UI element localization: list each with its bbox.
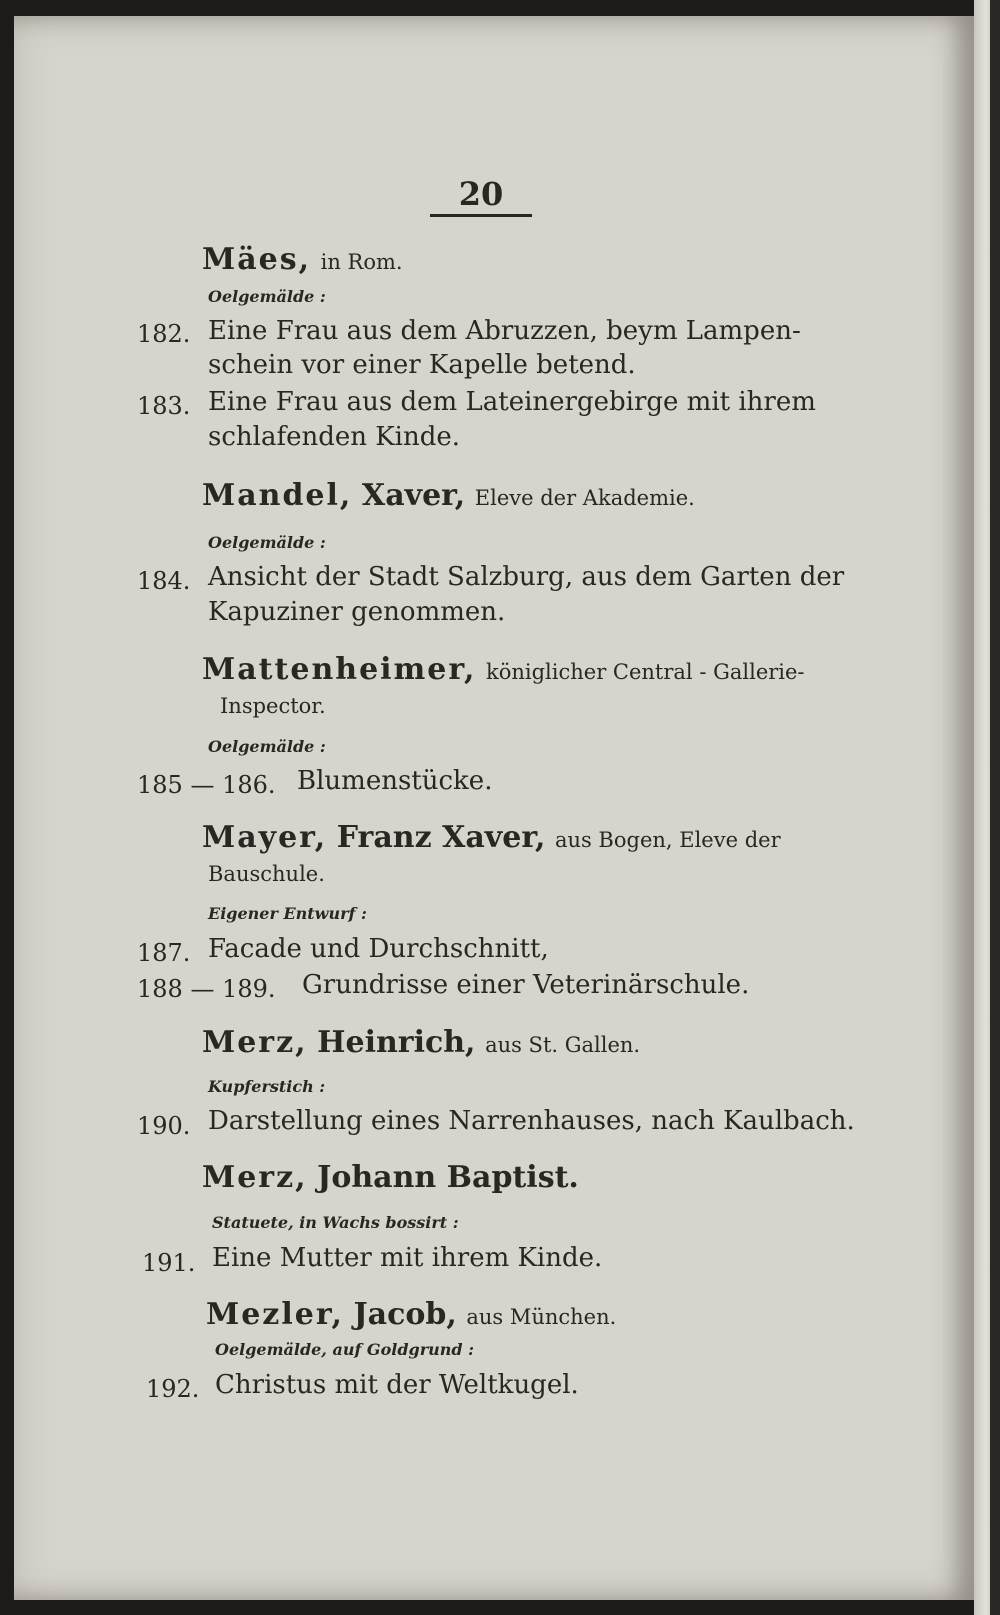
- artist-given-name: Johann Baptist.: [317, 1160, 579, 1195]
- work-title: Grundrisse einer Veterinärschule.: [302, 970, 750, 1000]
- medium-label: Statuete, in Wachs bossirt :: [212, 1213, 459, 1232]
- medium-label: Oelgemälde, auf Goldgrund :: [215, 1340, 475, 1359]
- artist-origin: in Rom.: [320, 250, 403, 274]
- artist-title-continuation: Inspector.: [220, 694, 326, 718]
- artist-given-name: Heinrich,: [317, 1025, 476, 1060]
- artist-name: Merz,: [202, 1025, 308, 1060]
- artist-name: Mattenheimer,: [202, 652, 477, 687]
- artist-given-name: Xaver,: [361, 478, 466, 513]
- artist-name: Mezler,: [206, 1297, 344, 1332]
- artist-title-continuation: Bauschule.: [208, 862, 325, 886]
- catalog-number: 185 — 186.: [137, 771, 276, 799]
- artist-name: Mandel,: [202, 478, 353, 513]
- work-title: Eine Frau aus dem Lateinergebirge mit ihrem: [208, 387, 816, 417]
- medium-label: Oelgemälde :: [208, 737, 326, 756]
- artist-heading: [202, 1160, 579, 1195]
- artist-origin: königlicher Central - Gallerie-: [486, 660, 805, 684]
- artist-heading: [202, 652, 805, 687]
- artist-name: Mäes,: [202, 242, 312, 277]
- work-title: Darstellung eines Narrenhauses, nach Kaulbach.: [208, 1106, 855, 1136]
- work-title: Kapuziner genommen.: [208, 597, 506, 627]
- work-title: Blumenstücke.: [297, 766, 493, 796]
- work-title: Christus mit der Weltkugel.: [215, 1370, 579, 1400]
- artist-heading: [206, 1297, 616, 1332]
- work-title: schlafenden Kinde.: [208, 422, 461, 452]
- catalog-number: 183.: [137, 392, 191, 420]
- artist-origin: aus St. Gallen.: [485, 1033, 641, 1057]
- artist-origin: aus München.: [466, 1305, 617, 1329]
- medium-label: Oelgemälde :: [208, 533, 326, 552]
- medium-label: Eigener Entwurf :: [208, 904, 367, 923]
- catalog-number: 188 — 189.: [137, 975, 276, 1003]
- work-title: Ansicht der Stadt Salzburg, aus dem Garten der: [208, 562, 845, 592]
- artist-name: Mayer,: [202, 820, 328, 855]
- work-title: Eine Frau aus dem Abruzzen, beym Lampen-: [208, 316, 801, 346]
- work-title: Facade und Durchschnitt,: [208, 934, 549, 964]
- catalog-number: 190.: [137, 1112, 191, 1140]
- catalog-number: 191.: [142, 1249, 196, 1277]
- artist-heading: [202, 478, 695, 513]
- page-edge: [974, 0, 1000, 1615]
- artist-name: Merz,: [202, 1160, 308, 1195]
- catalog-number: 187.: [137, 939, 191, 967]
- artist-heading: [202, 1025, 640, 1060]
- work-title: Eine Mutter mit ihrem Kinde.: [212, 1243, 603, 1273]
- work-title: schein vor einer Kapelle betend.: [208, 350, 636, 380]
- artist-given-name: Jacob,: [353, 1297, 457, 1332]
- artist-heading: [202, 242, 403, 277]
- catalog-number: 182.: [137, 320, 191, 348]
- page-number-rule: [430, 214, 532, 217]
- medium-label: Kupferstich :: [208, 1077, 326, 1096]
- catalog-number: 192.: [146, 1375, 200, 1403]
- page-number: 20: [458, 175, 504, 213]
- catalog-number: 184.: [137, 567, 191, 595]
- book-page: [14, 16, 974, 1600]
- artist-heading: [202, 820, 781, 855]
- artist-origin: aus Bogen, Eleve der: [554, 828, 781, 852]
- artist-given-name: Franz Xaver,: [336, 820, 546, 855]
- artist-origin: Eleve der Akademie.: [474, 486, 695, 510]
- medium-label: Oelgemälde :: [208, 287, 326, 306]
